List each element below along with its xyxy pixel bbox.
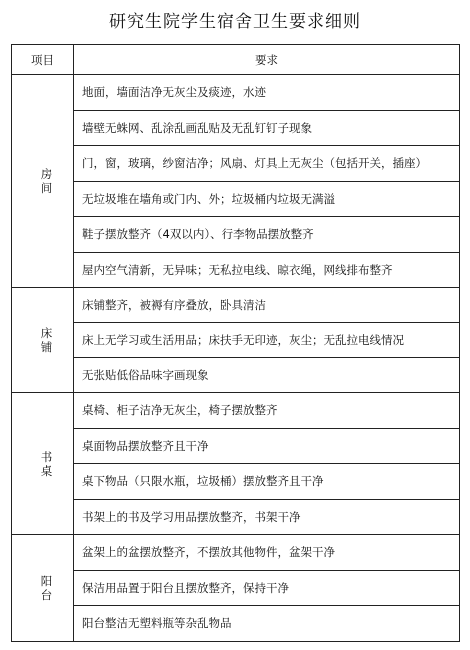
table-row xyxy=(12,181,460,217)
category-cell-room xyxy=(12,75,74,288)
table-row xyxy=(12,110,460,146)
table-row xyxy=(12,570,460,606)
category-label: 阳 台 xyxy=(40,573,53,602)
category-label: 房 间 xyxy=(40,167,53,195)
table-row xyxy=(12,606,460,642)
header-row xyxy=(12,45,460,75)
category-cell-bed xyxy=(12,288,74,393)
category-label: 书 桌 xyxy=(40,449,53,478)
requirement-cell: 桌下物品（只限水瓶，垃圾桶）摆放整齐且干净 xyxy=(74,464,460,500)
rules-table xyxy=(11,44,460,642)
requirement-cell: 墙壁无蛛网、乱涂乱画乱贴及无乱钉钉子现象 xyxy=(74,110,460,146)
header-category: 项目 xyxy=(12,45,74,75)
table-row xyxy=(12,499,460,535)
table-row xyxy=(12,252,460,288)
document-title: 研究生院学生宿舍卫生要求细则 xyxy=(109,12,361,32)
table-row xyxy=(12,358,460,393)
category-cell-balcony xyxy=(12,535,74,642)
category-cell-desk xyxy=(12,393,74,535)
requirement-cell: 屋内空气清新，无异味；无私拉电线、晾衣绳，网线排布整齐 xyxy=(74,252,460,288)
requirement-cell: 书架上的书及学习用品摆放整齐，书架干净 xyxy=(74,499,460,535)
requirement-cell: 门，窗，玻璃，纱窗洁净；风扇、灯具上无灰尘（包括开关，插座） xyxy=(74,146,460,182)
table-row xyxy=(12,146,460,182)
requirement-cell: 桌椅、柜子洁净无灰尘，椅子摆放整齐 xyxy=(74,393,460,429)
requirement-cell: 床铺整齐，被褥有序叠放，卧具清洁 xyxy=(74,288,460,323)
table-row xyxy=(12,393,460,429)
table-row xyxy=(12,75,460,111)
table-row xyxy=(12,288,460,323)
requirement-cell: 地面，墙面洁净无灰尘及痰迹，水迹 xyxy=(74,75,460,111)
requirement-cell: 无垃圾堆在墙角或门内、外；垃圾桶内垃圾无满溢 xyxy=(74,181,460,217)
requirement-cell: 床上无学习或生活用品；床扶手无印迹，灰尘；无乱拉电线情况 xyxy=(74,323,460,358)
table-row xyxy=(12,428,460,464)
table-row xyxy=(12,323,460,358)
table-row xyxy=(12,535,460,571)
category-label: 床 铺 xyxy=(40,326,53,354)
header-requirement: 要求 xyxy=(74,45,460,75)
table-row xyxy=(12,464,460,500)
requirement-cell: 鞋子摆放整齐（4双以内）、行李物品摆放整齐 xyxy=(74,217,460,253)
requirement-cell: 桌面物品摆放整齐且干净 xyxy=(74,428,460,464)
requirement-cell: 阳台整洁无塑料瓶等杂乱物品 xyxy=(74,606,460,642)
requirement-cell: 盆架上的盆摆放整齐，不摆放其他物件，盆架干净 xyxy=(74,535,460,571)
requirement-cell: 保洁用品置于阳台且摆放整齐，保持干净 xyxy=(74,570,460,606)
table-row xyxy=(12,217,460,253)
requirement-cell: 无张贴低俗品味字画现象 xyxy=(74,358,460,393)
